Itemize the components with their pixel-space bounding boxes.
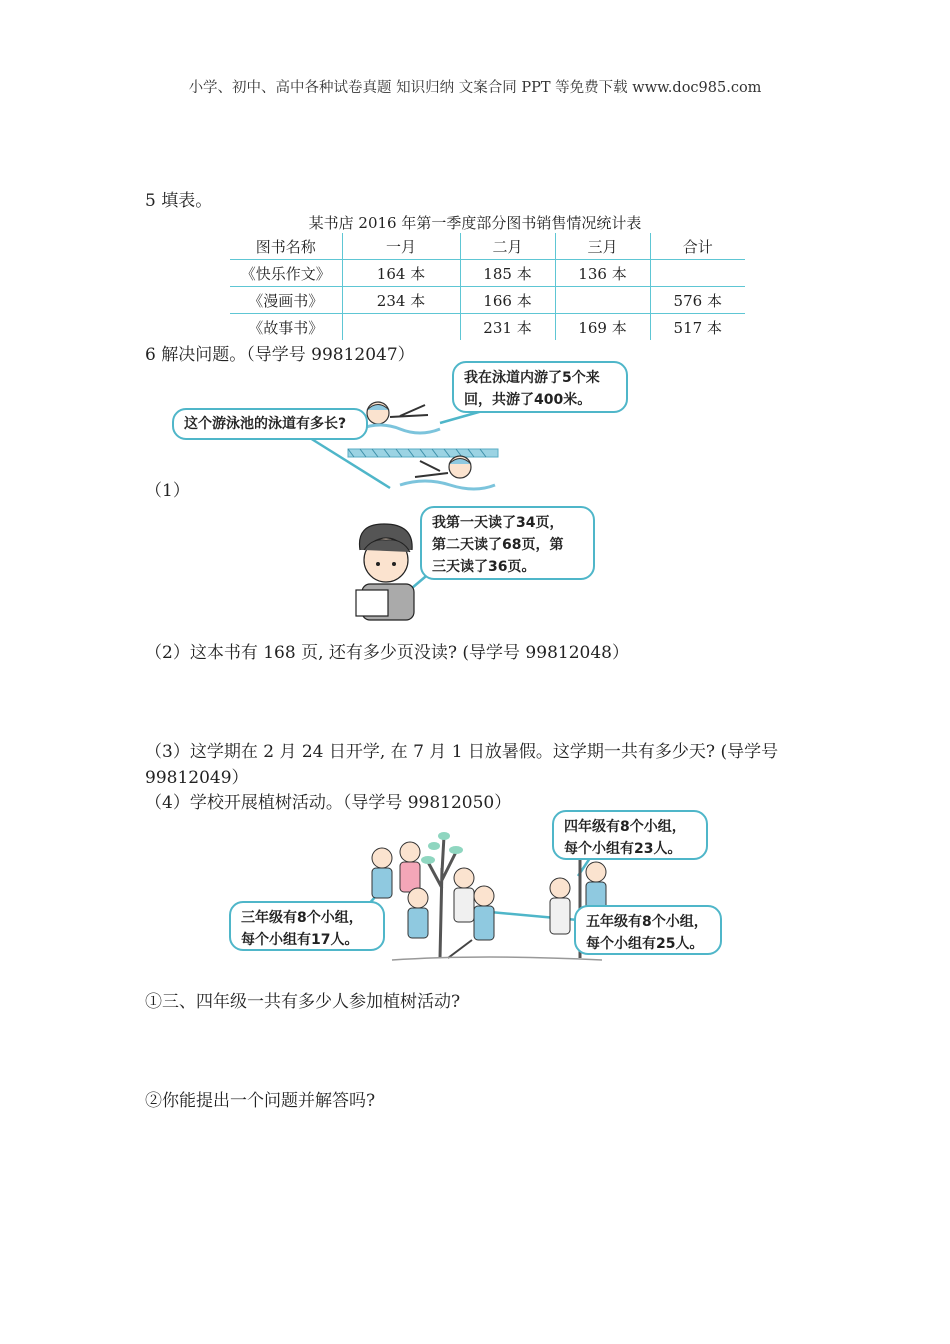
bubble-text: 三年级有8个小组，	[241, 910, 363, 926]
bubble-text: 每个小组有23人。	[564, 841, 682, 857]
table-cell: 136 本	[555, 260, 650, 287]
table-cell: 164 本	[342, 260, 460, 287]
q6-title: 6 解决问题。（导学号 99812047）	[145, 345, 415, 365]
swim-question-bubble	[172, 408, 368, 440]
header-cell: 一月	[342, 233, 460, 260]
bubble-text: 四年级有8个小组，	[564, 819, 686, 835]
table-cell: 234 本	[342, 287, 460, 314]
bubble-text: 第二天读了68页，第	[432, 537, 564, 553]
table-caption: 某书店 2016 年第一季度部分图书销售情况统计表	[308, 214, 642, 232]
sub-question-1: ①三、四年级一共有多少人参加植树活动?	[145, 992, 461, 1012]
page-header: 小学、初中、高中各种试卷真题 知识归纳 文案合同 PPT 等免费下载 www.doc985.com	[188, 80, 762, 96]
q5-title: 5 填表。	[145, 191, 213, 211]
table-cell: 576 本	[650, 287, 745, 314]
table-cell: 517 本	[650, 314, 745, 341]
book-icon	[356, 590, 388, 616]
table-cell: 《故事书》	[248, 318, 324, 337]
grade-5-bubble	[574, 905, 722, 955]
bubble-text: 我第一天读了34页，	[432, 515, 564, 531]
part-3-question-cont: 99812049）	[145, 768, 249, 788]
part-1-label: （1）	[145, 481, 190, 501]
grade-3-bubble	[229, 901, 385, 951]
table-cell: 169 本	[555, 314, 650, 341]
table-cell: 《漫画书》	[230, 287, 342, 314]
part-2-question: （2）这本书有 168 页, 还有多少页没读? (导学号 99812048）	[145, 643, 629, 663]
bubble-text: 每个小组有17人。	[241, 932, 359, 948]
part-4-question: （4）学校开展植树活动。（导学号 99812050）	[145, 793, 512, 813]
bubble-text: 我在泳道内游了5个来	[464, 370, 600, 386]
part-3-question: （3）这学期在 2 月 24 日开学, 在 7 月 1 日放暑假。这学期一共有多少天? (导学号	[145, 742, 779, 762]
header-cell: 图书名称	[230, 233, 342, 260]
table-cell: 185 本	[460, 260, 555, 287]
grade-4-bubble	[552, 810, 708, 860]
swim-info-bubble	[452, 361, 628, 413]
table-cell: 231 本	[460, 314, 555, 341]
reading-boy-illustration	[352, 520, 422, 622]
table-cell: 《快乐作文》	[230, 260, 342, 287]
header-cell: 合计	[650, 233, 745, 260]
sub-question-2: ②你能提出一个问题并解答吗?	[145, 1091, 376, 1111]
bubble-text: 五年级有8个小组，	[586, 914, 708, 930]
reading-info-bubble	[420, 506, 595, 580]
header-cell: 二月	[460, 233, 555, 260]
table-cell: 166 本	[460, 287, 555, 314]
bubble-text: 回，共游了400米。	[464, 392, 592, 408]
bubble-text: 三天读了36页。	[432, 559, 536, 575]
bubble-text: 这个游泳池的泳道有多长?	[184, 416, 347, 432]
header-cell: 三月	[555, 233, 650, 260]
bubble-text: 每个小组有25人。	[586, 936, 704, 952]
